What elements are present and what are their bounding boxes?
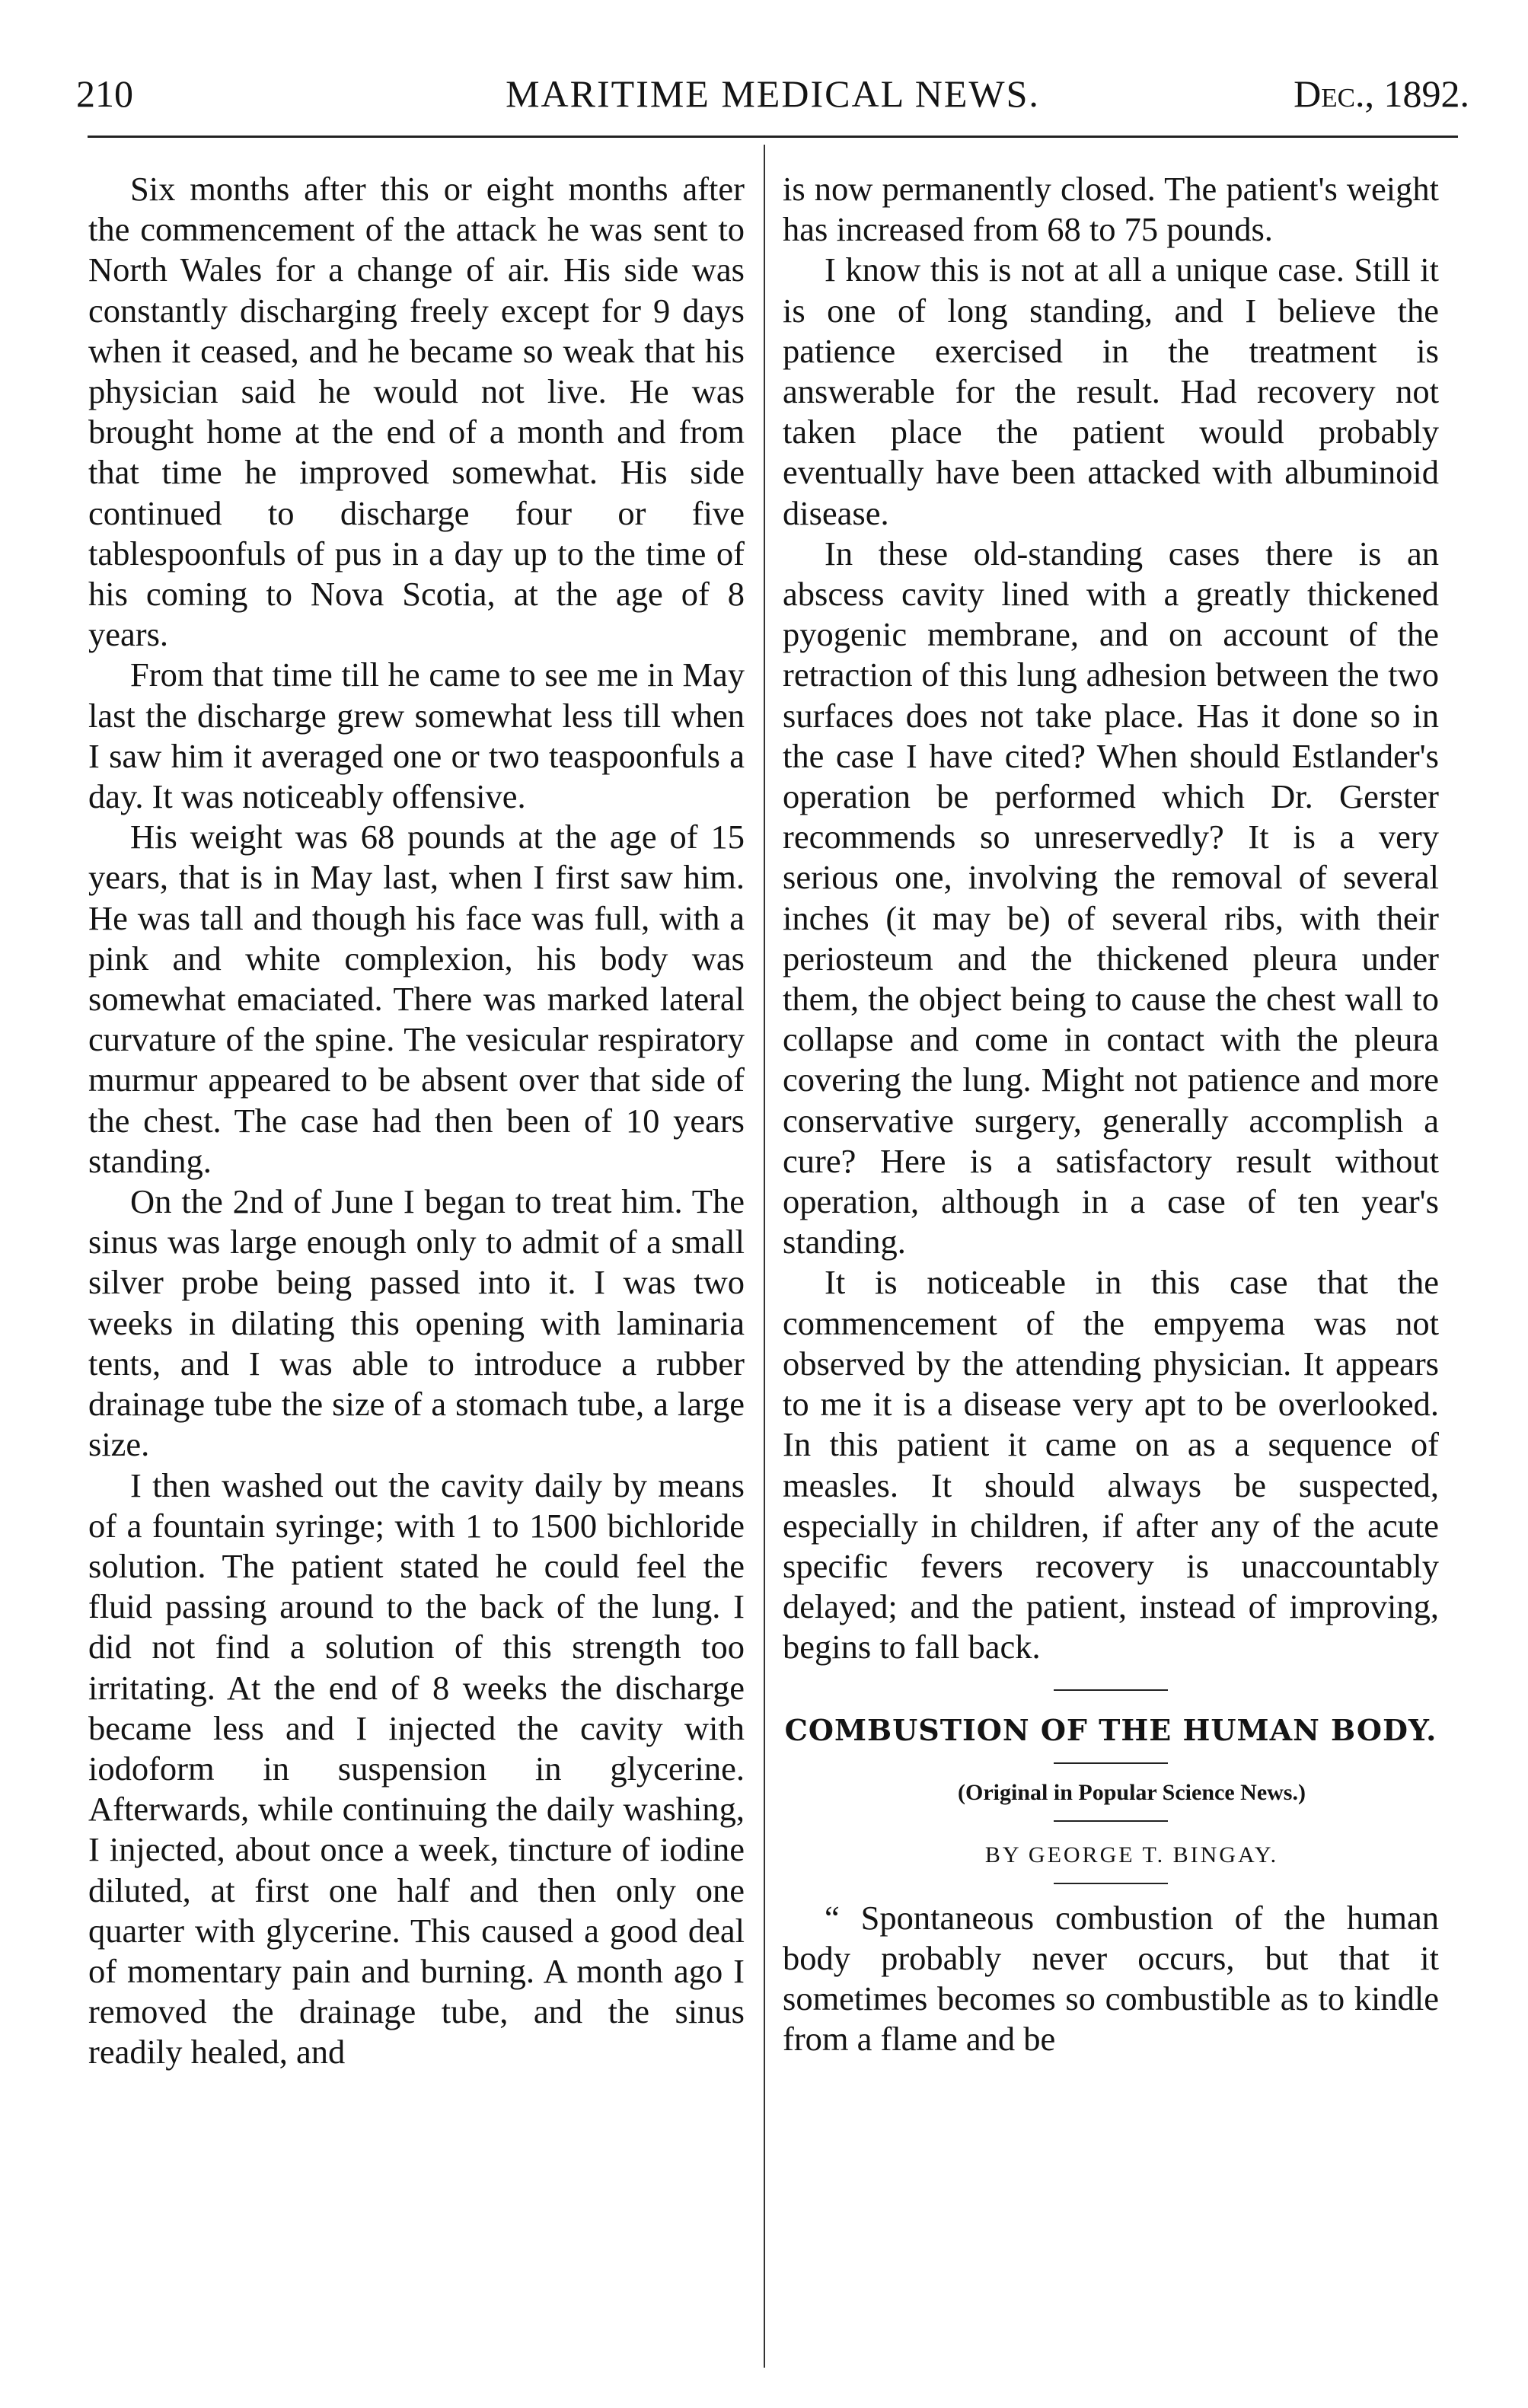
paragraph: On the 2nd of June I began to treat him. The sinus was large enough only to admit of a small silver probe being passed into it. I was two weeks in dilating this opening with laminaria tents, and I was able to introduce a rubber drainage tube the size of a stomach tube, a large size. bbox=[88, 1182, 745, 1464]
right-column bbox=[783, 169, 1439, 2059]
journal-title: MARITIME MEDICAL NEWS. bbox=[506, 72, 1040, 115]
column-divider bbox=[764, 145, 765, 2368]
article-title: COMBUSTION OF THE HUMAN BODY. bbox=[784, 1712, 1437, 1747]
page-number: 210 bbox=[76, 72, 133, 115]
section-rule bbox=[1054, 1820, 1168, 1822]
article-source: (Original in Popular Science News.) bbox=[958, 1779, 1306, 1805]
left-column bbox=[88, 169, 745, 2073]
paragraph: In these old-standing cases there is an abscess cavity lined with a greatly thickened pyogenic membrane, and on account of the retraction of this lung adhesion between the two surfaces does not take place. Has it done so in the case I have cited? When should Estlander's operation be performed which Dr. Gerster recommends so unreservedly? It is a very serious one, involving the removal of several inches (it may be) of several ribs, with their periosteum and the thickened pleura under them, the object being to cause the chest wall to collapse and come in contact with the pleura covering the lung. Might not patience and more conservative surgery, generally accomplish a cure? Here is a satisfactory result without operation, although in a case of ten year's standing. bbox=[783, 534, 1439, 1261]
header-rule bbox=[88, 136, 1458, 138]
article-byline: BY GEORGE T. BINGAY. bbox=[984, 1842, 1279, 1867]
continued-paragraph: is now permanently closed. The patient's weight has increased from 68 to 75 pounds. bbox=[783, 170, 1439, 249]
article-opening-paragraph: “ Spontaneous combustion of the human body probably never occurs, but that it sometimes becomes so combustible as to kindle from a flame and be bbox=[783, 1898, 1439, 2059]
paragraph: I know this is not at all a unique case. Still it is one of long standing, and I believe the patience exercised in the treatment is answerable for the result. Had recovery not taken place the patient would probably eventually have been attacked with albuminoid disease. bbox=[783, 250, 1439, 532]
paragraph: It is noticeable in this case that the commencement of the empyema was not observed by the attending physician. It appears to me it is a disease very apt to be overlooked. In this patient it came on as a sequence of measles. It should always be suspected, especially in children, if after any of the acute specific fevers recovery is unaccountably delayed; and the patient, instead of improving, begins to fall back. bbox=[783, 1263, 1439, 1666]
issue-date: Dec., 1892. bbox=[1294, 72, 1469, 115]
paragraph: Six months after this or eight months after the commencement of the attack he was sent to North Wales for a change of air. His side was constantly discharging freely except for 9 days when it ceased, and he became so weak that his physician said he would not live. He was brought home at the end of a month and from that time he improved somewhat. His side continued to discharge four or five tablespoonfuls of pus in a day up to the time of his coming to Nova Scotia, at the age of 8 years. bbox=[88, 170, 745, 654]
paragraph: His weight was 68 pounds at the age of 15 years, that is in May last, when I first saw him. He was tall and though his face was full, with a pink and white complexion, his body was somewhat emaciated. There was marked lateral curvature of the spine. The vesicular respiratory murmur appeared to be absent over that side of the chest. The case had then been of 10 years standing. bbox=[88, 818, 745, 1180]
running-head bbox=[76, 67, 1469, 120]
paragraph: From that time till he came to see me in May last the discharge grew somewhat less till when I saw him it averaged one or two teaspoonfuls a day. It was noticeably offensive. bbox=[88, 655, 745, 816]
section-rule bbox=[1054, 1883, 1168, 1884]
section-rule bbox=[1054, 1689, 1168, 1691]
section-rule bbox=[1054, 1762, 1168, 1764]
article-heading-block bbox=[783, 1689, 1439, 1884]
paragraph: I then washed out the cavity daily by means of a fountain syringe; with 1 to 1500 bichloride solution. The patient stated he could feel the fluid passing around to the back of the lung. I did not find a solution of this strength too irritating. At the end of 8 weeks the discharge became less and I injected the cavity with iodoform in suspension in glycerine. Afterwards, while continuing the daily washing, I injected, about once a week, tincture of iodine diluted, at first one half and then only one quarter with glycerine. This caused a good deal of momentary pain and burning. A month ago I removed the drainage tube, and the sinus readily healed, and bbox=[88, 1466, 745, 2072]
